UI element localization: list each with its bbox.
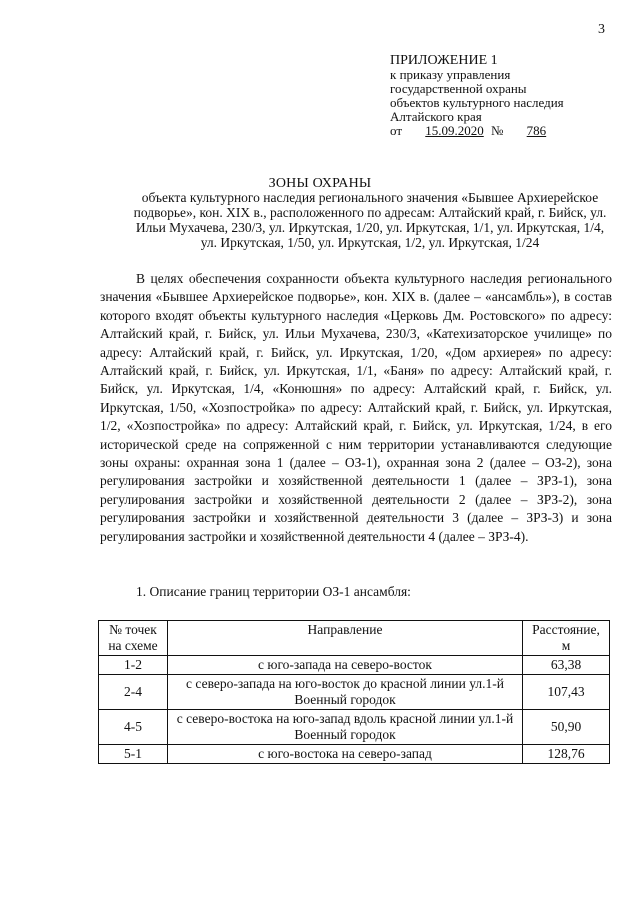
cell-points: 1-2 [99, 656, 168, 675]
table-header-row [99, 621, 610, 656]
order-prefix: от [390, 123, 403, 138]
appendix-block [390, 54, 572, 138]
header-direction: Направление [168, 621, 523, 656]
table-row [99, 656, 610, 675]
appendix-title: ПРИЛОЖЕНИЕ 1 [390, 53, 498, 68]
cell-distance: 107,43 [523, 675, 610, 710]
appendix-line: объектов культурного наследия [390, 95, 564, 110]
order-number-label: № [491, 123, 504, 138]
order-number: 786 [526, 123, 547, 138]
cell-points: 4-5 [99, 710, 168, 745]
cell-distance: 50,90 [523, 710, 610, 745]
table-row [99, 710, 610, 745]
cell-distance: 128,76 [523, 745, 610, 764]
cell-direction: с юго-запада на северо-восток [168, 656, 523, 675]
header-distance: Расстояние, м [523, 621, 610, 656]
page-number: 3 [598, 22, 605, 37]
document-heading: ЗОНЫ ОХРАНЫ [268, 176, 372, 191]
order-date: 15.09.2020 [425, 123, 484, 138]
cell-points: 5-1 [99, 745, 168, 764]
body-text [100, 270, 612, 546]
appendix-line: Алтайского края [390, 109, 482, 124]
appendix-line: к приказу управления [390, 67, 511, 82]
document-subheading: объекта культурного наследия регионального значения «Бывшее Архиерейское подворье», кон. XIX в., расположенного по адресам: Алтайский край, г. Бийск, ул. Ильи Мухачева, 230/3, ул. Иркутская, 1/20, ул. Иркутская, 1/1, ул. Иркутская, 1/4, ул. Иркутская, 1/50, ул. Иркутская, 1/2, ул. Иркутская, 1/24 [133, 190, 607, 250]
boundary-table [98, 620, 610, 764]
appendix-line: государственной охраны [390, 81, 527, 96]
header-points: № точек на схеме [99, 621, 168, 656]
order-line [390, 124, 572, 138]
cell-direction: с северо-востока на юго-запад вдоль красной линии ул.1-й Военный городок [168, 710, 523, 745]
cell-direction: с северо-запада на юго-восток до красной линии ул.1-й Военный городок [168, 675, 523, 710]
main-paragraph: В целях обеспечения сохранности объекта культурного наследия регионального значения «Бывшее Архиерейское подворье», кон. XIX в. (далее – «ансамбль»), в состав которого входят объекты культурного наследия «Церковь Дм. Ростовского» по адресу: Алтайский край, г. Бийск, ул. Ильи Мухачева, 230/3, «Катехизаторское училище» по адресу: Алтайский край, г. Бийск, ул. Иркутская, 1/20, «Дом архиерея» по адресу: Алтайский край, г. Бийск, ул. Иркутская, 1/1, «Баня» по адресу: Алтайский край, г. Бийск, ул. Иркутская, 1/4, «Конюшня» по адресу: Алтайский край, г. Бийск, ул. Иркутская, 1/50, «Хозпостройка» по адресу: Алтайский край, г. Бийск, ул. Иркутская, 1/2, «Хозпостройка» по адресу: Алтайский край, г. Бийск, ул. Иркутская, 1/24, в его исторической среде на сопряженной с ним территории устанавливаются следующие зоны охраны: охранная зона 1 (далее – ОЗ-1), охранная зона 2 (далее – ОЗ-2), зона регулирования застройки и хозяйственной деятельности 1 (далее – ЗРЗ-1), зона регулирования застройки и хозяйственной деятельности 2 (далее – ЗРЗ-2), зона регулирования застройки и хозяйственной деятельности 3 (далее – ЗРЗ-3) и зона регулирования застройки и хозяйственной деятельности 4 (далее – ЗРЗ-4). [100, 271, 612, 544]
cell-points: 2-4 [99, 675, 168, 710]
table-row [99, 745, 610, 764]
section-title: 1. Описание границ территории ОЗ-1 ансамбля: [136, 584, 411, 599]
cell-direction: с юго-востока на северо-запад [168, 745, 523, 764]
table-row [99, 675, 610, 710]
cell-distance: 63,38 [523, 656, 610, 675]
